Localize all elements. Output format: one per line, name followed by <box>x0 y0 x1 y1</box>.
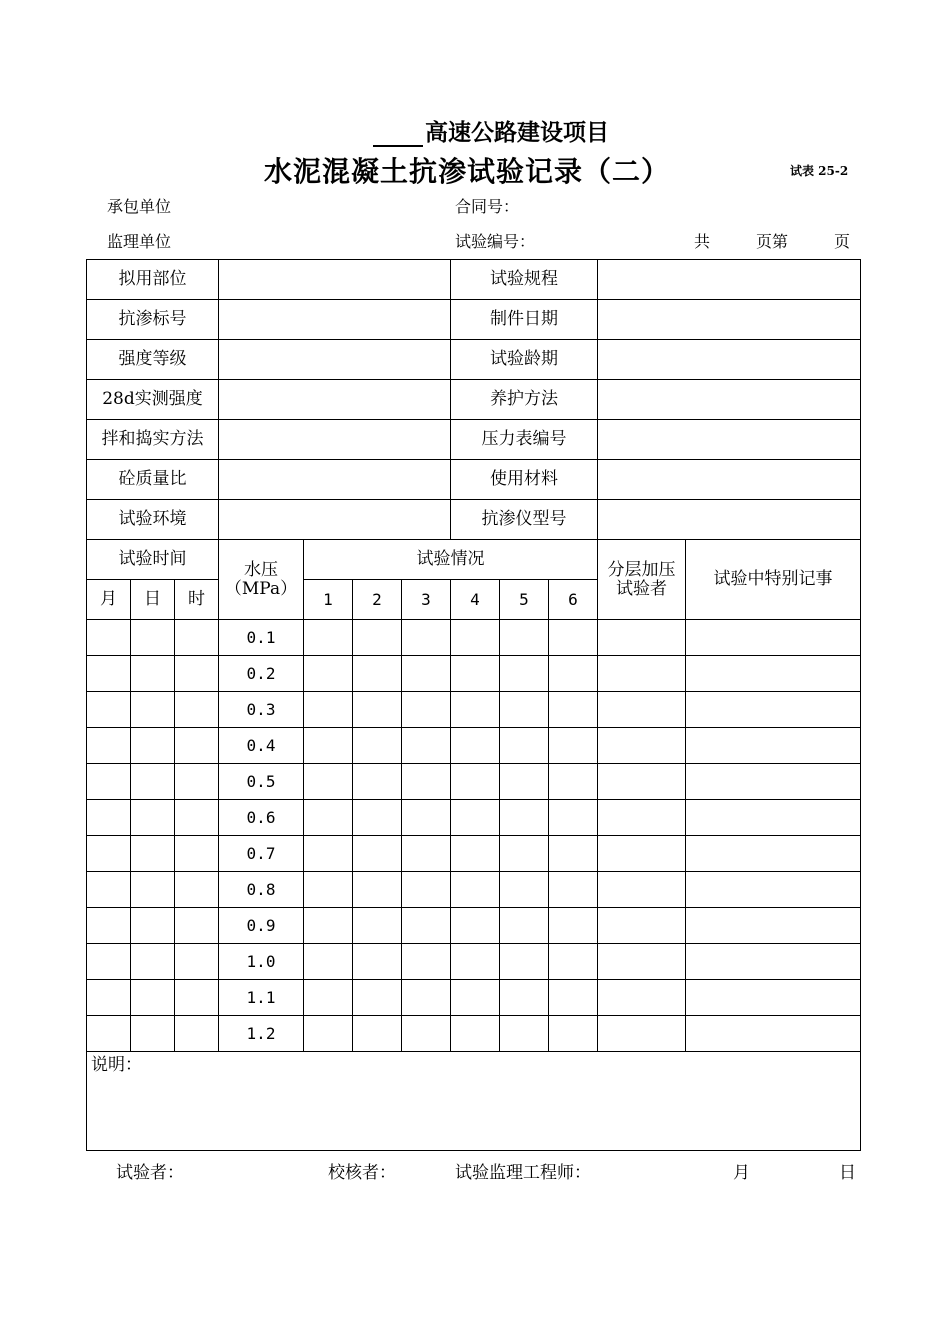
footer-month-label: 月 <box>733 1163 750 1183</box>
info-left-label: 拟用部位 <box>87 260 219 300</box>
info-right-label: 养护方法 <box>451 380 598 420</box>
record-cell[interactable] <box>686 908 861 944</box>
record-cell[interactable] <box>686 728 861 764</box>
pressure-row <box>87 692 861 728</box>
info-left-label: 砼质量比 <box>87 460 219 500</box>
test-situation-header: 试验情况 <box>304 540 598 580</box>
record-cell[interactable] <box>500 1016 549 1052</box>
record-cell[interactable] <box>402 620 451 656</box>
record-cell[interactable] <box>353 656 402 692</box>
contractor-label: 承包单位 <box>107 197 172 216</box>
record-cell[interactable] <box>451 620 500 656</box>
record-cell[interactable] <box>549 800 598 836</box>
specimen-number-header: 5 <box>500 580 549 620</box>
pressure-value: 0.4 <box>219 728 304 764</box>
project-title: 高速公路建设项目 <box>0 114 950 147</box>
record-cell[interactable] <box>353 836 402 872</box>
record-cell[interactable] <box>549 620 598 656</box>
record-cell[interactable] <box>402 692 451 728</box>
info-right-value[interactable] <box>598 460 861 500</box>
record-cell[interactable] <box>451 728 500 764</box>
record-cell[interactable] <box>87 656 131 692</box>
record-cell[interactable] <box>500 764 549 800</box>
record-cell[interactable] <box>598 836 686 872</box>
record-cell[interactable] <box>451 944 500 980</box>
record-cell[interactable] <box>598 944 686 980</box>
info-right-label: 试验规程 <box>451 260 598 300</box>
remarks-label: 说明： <box>91 1055 142 1075</box>
info-left-label: 28d实测强度 <box>87 380 219 420</box>
page-total-label: 共 <box>694 232 711 251</box>
record-cell[interactable] <box>304 836 353 872</box>
pressure-value: 0.3 <box>219 692 304 728</box>
record-cell[interactable] <box>500 620 549 656</box>
page-current-label: 页第 <box>756 232 789 251</box>
record-cell[interactable] <box>549 944 598 980</box>
record-cell[interactable] <box>175 836 219 872</box>
pressure-value: 1.2 <box>219 1016 304 1052</box>
pressure-value: 0.6 <box>219 800 304 836</box>
specimen-number-header: 3 <box>402 580 451 620</box>
record-cell[interactable] <box>175 692 219 728</box>
record-cell[interactable] <box>353 692 402 728</box>
record-cell[interactable] <box>402 944 451 980</box>
form-title: 水泥混凝土抗渗试验记录（二） <box>263 155 670 188</box>
info-right-label: 试验龄期 <box>451 340 598 380</box>
record-cell[interactable] <box>87 908 131 944</box>
pressure-value: 0.2 <box>219 656 304 692</box>
record-cell[interactable] <box>549 728 598 764</box>
record-cell[interactable] <box>175 872 219 908</box>
record-cell[interactable] <box>598 728 686 764</box>
record-cell[interactable] <box>686 620 861 656</box>
info-row <box>87 300 861 340</box>
pressure-row <box>87 620 861 656</box>
record-cell[interactable] <box>175 944 219 980</box>
record-cell[interactable] <box>175 980 219 1016</box>
form-code: 试表 25-2 <box>790 164 849 178</box>
pressure-value: 0.1 <box>219 620 304 656</box>
record-cell[interactable] <box>598 692 686 728</box>
footer-day-label: 日 <box>839 1163 856 1183</box>
record-cell[interactable] <box>353 872 402 908</box>
record-cell[interactable] <box>304 944 353 980</box>
special-notes-header: 试验中特别记事 <box>686 540 861 620</box>
record-cell[interactable] <box>87 728 131 764</box>
record-cell[interactable] <box>131 944 175 980</box>
record-cell[interactable] <box>353 1016 402 1052</box>
record-cell[interactable] <box>549 656 598 692</box>
record-cell[interactable] <box>549 692 598 728</box>
specimen-number-header: 2 <box>353 580 402 620</box>
record-cell[interactable] <box>131 872 175 908</box>
record-cell[interactable] <box>87 800 131 836</box>
record-cell[interactable] <box>131 764 175 800</box>
info-row <box>87 500 861 540</box>
day-header: 日 <box>131 580 175 620</box>
record-cell[interactable] <box>131 728 175 764</box>
record-cell[interactable] <box>500 692 549 728</box>
record-cell[interactable] <box>353 728 402 764</box>
layer-pressure-tester-header: 分层加压 试验者 <box>598 540 686 620</box>
info-right-value[interactable] <box>598 300 861 340</box>
record-cell[interactable] <box>500 836 549 872</box>
pressure-row <box>87 908 861 944</box>
record-cell[interactable] <box>686 872 861 908</box>
record-cell[interactable] <box>402 908 451 944</box>
contract-no-label: 合同号： <box>455 197 520 216</box>
test-time-header: 试验时间 <box>87 540 219 580</box>
specimen-number-header: 1 <box>304 580 353 620</box>
record-cell[interactable] <box>175 1016 219 1052</box>
record-cell[interactable] <box>304 800 353 836</box>
info-left-label: 抗渗标号 <box>87 300 219 340</box>
pressure-row <box>87 728 861 764</box>
record-cell[interactable] <box>353 764 402 800</box>
info-right-value[interactable] <box>598 380 861 420</box>
pressure-row <box>87 944 861 980</box>
pressure-row <box>87 800 861 836</box>
record-cell[interactable] <box>175 908 219 944</box>
record-cell[interactable] <box>549 908 598 944</box>
record-cell[interactable] <box>686 800 861 836</box>
record-cell[interactable] <box>451 656 500 692</box>
record-cell[interactable] <box>598 656 686 692</box>
info-right-label: 压力表编号 <box>451 420 598 460</box>
info-left-value[interactable] <box>219 420 451 460</box>
record-cell[interactable] <box>175 764 219 800</box>
record-cell[interactable] <box>686 656 861 692</box>
record-cell[interactable] <box>686 1016 861 1052</box>
record-cell[interactable] <box>451 980 500 1016</box>
info-right-label: 使用材料 <box>451 460 598 500</box>
record-cell[interactable] <box>131 656 175 692</box>
record-cell[interactable] <box>451 800 500 836</box>
record-cell[interactable] <box>598 980 686 1016</box>
record-cell[interactable] <box>402 980 451 1016</box>
month-header: 月 <box>87 580 131 620</box>
pressure-value: 1.1 <box>219 980 304 1016</box>
test-no-label: 试验编号： <box>455 232 536 251</box>
record-cell[interactable] <box>175 728 219 764</box>
record-cell[interactable] <box>500 980 549 1016</box>
info-right-value[interactable] <box>598 340 861 380</box>
record-cell[interactable] <box>549 980 598 1016</box>
record-cell[interactable] <box>402 764 451 800</box>
pressure-value: 1.0 <box>219 944 304 980</box>
record-cell[interactable] <box>686 836 861 872</box>
specimen-number-header: 6 <box>549 580 598 620</box>
info-left-value[interactable] <box>219 500 451 540</box>
pressure-value: 0.7 <box>219 836 304 872</box>
record-cell[interactable] <box>451 764 500 800</box>
record-cell[interactable] <box>304 692 353 728</box>
record-cell[interactable] <box>87 764 131 800</box>
record-cell[interactable] <box>87 1016 131 1052</box>
info-right-value[interactable] <box>598 420 861 460</box>
record-cell[interactable] <box>131 800 175 836</box>
supervising-engineer-label: 试验监理工程师： <box>455 1163 591 1183</box>
record-cell[interactable] <box>549 764 598 800</box>
record-cell[interactable] <box>402 656 451 692</box>
info-row <box>87 340 861 380</box>
record-cell[interactable] <box>87 692 131 728</box>
record-cell[interactable] <box>402 836 451 872</box>
record-cell[interactable] <box>686 980 861 1016</box>
record-cell[interactable] <box>451 692 500 728</box>
info-left-label: 拌和捣实方法 <box>87 420 219 460</box>
record-cell[interactable] <box>131 1016 175 1052</box>
info-left-value[interactable] <box>219 340 451 380</box>
info-row <box>87 420 861 460</box>
record-cell[interactable] <box>500 908 549 944</box>
record-cell[interactable] <box>304 872 353 908</box>
checker-label: 校核者： <box>328 1163 396 1183</box>
record-cell[interactable] <box>87 944 131 980</box>
record-cell[interactable] <box>175 620 219 656</box>
record-cell[interactable] <box>304 620 353 656</box>
water-pressure-header: 水压 （MPa） <box>219 540 304 620</box>
pressure-row <box>87 836 861 872</box>
record-cell[interactable] <box>402 728 451 764</box>
record-cell[interactable] <box>598 908 686 944</box>
info-right-value[interactable] <box>598 500 861 540</box>
pressure-row <box>87 764 861 800</box>
record-cell[interactable] <box>87 836 131 872</box>
record-cell[interactable] <box>304 728 353 764</box>
record-cell[interactable] <box>87 872 131 908</box>
hour-header: 时 <box>175 580 219 620</box>
record-cell[interactable] <box>304 1016 353 1052</box>
info-right-label: 制件日期 <box>451 300 598 340</box>
info-row <box>87 460 861 500</box>
record-cell[interactable] <box>451 908 500 944</box>
record-cell[interactable] <box>500 872 549 908</box>
record-cell[interactable] <box>686 764 861 800</box>
info-right-value[interactable] <box>598 260 861 300</box>
record-cell[interactable] <box>598 764 686 800</box>
record-cell[interactable] <box>304 908 353 944</box>
info-right-label: 抗渗仪型号 <box>451 500 598 540</box>
record-cell[interactable] <box>131 692 175 728</box>
record-cell[interactable] <box>353 944 402 980</box>
record-cell[interactable] <box>549 836 598 872</box>
info-left-value[interactable] <box>219 380 451 420</box>
record-cell[interactable] <box>304 764 353 800</box>
record-cell[interactable] <box>175 656 219 692</box>
record-cell[interactable] <box>451 836 500 872</box>
record-cell[interactable] <box>353 800 402 836</box>
info-left-label: 试验环境 <box>87 500 219 540</box>
record-cell[interactable] <box>131 836 175 872</box>
record-cell[interactable] <box>402 872 451 908</box>
test-record-table <box>86 259 861 1151</box>
record-cell[interactable] <box>304 656 353 692</box>
info-row <box>87 380 861 420</box>
record-cell[interactable] <box>131 908 175 944</box>
record-cell[interactable] <box>500 800 549 836</box>
info-left-value[interactable] <box>219 460 451 500</box>
record-cell[interactable] <box>353 908 402 944</box>
record-cell[interactable] <box>451 872 500 908</box>
pressure-value: 0.5 <box>219 764 304 800</box>
record-cell[interactable] <box>131 980 175 1016</box>
record-cell[interactable] <box>500 728 549 764</box>
record-cell[interactable] <box>87 980 131 1016</box>
record-cell[interactable] <box>304 980 353 1016</box>
info-left-value[interactable] <box>219 260 451 300</box>
pressure-row <box>87 1016 861 1052</box>
supervisor-label: 监理单位 <box>107 232 172 251</box>
pressure-row <box>87 656 861 692</box>
record-cell[interactable] <box>500 944 549 980</box>
record-cell[interactable] <box>353 980 402 1016</box>
record-cell[interactable] <box>402 800 451 836</box>
record-cell[interactable] <box>686 944 861 980</box>
record-cell[interactable] <box>549 1016 598 1052</box>
record-cell[interactable] <box>500 656 549 692</box>
record-cell[interactable] <box>353 620 402 656</box>
record-cell[interactable] <box>598 1016 686 1052</box>
page-end-label: 页 <box>834 232 851 251</box>
remarks-cell[interactable] <box>87 1052 861 1151</box>
record-cell[interactable] <box>686 692 861 728</box>
info-left-label: 强度等级 <box>87 340 219 380</box>
record-cell[interactable] <box>131 620 175 656</box>
specimen-number-header: 4 <box>451 580 500 620</box>
tester-label: 试验者： <box>116 1163 184 1183</box>
info-row <box>87 260 861 300</box>
project-name-blank[interactable] <box>373 123 423 147</box>
record-cell[interactable] <box>549 872 598 908</box>
pressure-value: 0.9 <box>219 908 304 944</box>
record-cell[interactable] <box>451 1016 500 1052</box>
pressure-row <box>87 980 861 1016</box>
record-cell[interactable] <box>87 620 131 656</box>
info-left-value[interactable] <box>219 300 451 340</box>
pressure-value: 0.8 <box>219 872 304 908</box>
record-cell[interactable] <box>598 872 686 908</box>
record-cell[interactable] <box>402 1016 451 1052</box>
record-cell[interactable] <box>598 800 686 836</box>
record-cell[interactable] <box>598 620 686 656</box>
pressure-row <box>87 872 861 908</box>
record-cell[interactable] <box>175 800 219 836</box>
